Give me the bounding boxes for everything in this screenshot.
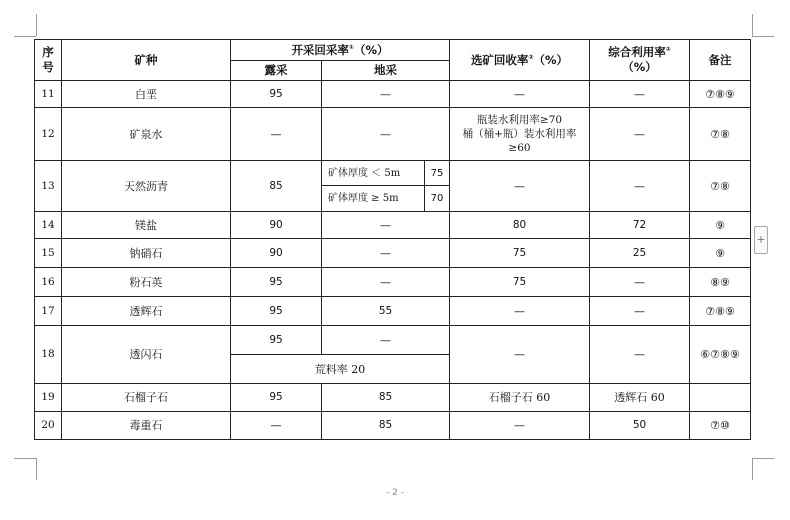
cell-open-pit: — — [231, 412, 322, 440]
cell-remarks — [690, 384, 751, 412]
cell-processing: 石榴子石 60 — [450, 384, 590, 412]
processing-line: ≥60 — [508, 142, 531, 154]
cell-processing: — — [450, 81, 590, 108]
cell-mineral: 镁盐 — [62, 212, 231, 239]
cell-seq: 16 — [35, 268, 62, 297]
cell-underground-value: 70 — [425, 186, 450, 212]
cell-remarks: ⑦⑩ — [690, 412, 751, 440]
cell-open-pit: — — [231, 108, 322, 161]
cell-underground: — — [322, 239, 450, 268]
cell-mineral: 矿泉水 — [62, 108, 231, 161]
cell-waste-rate: 荒料率 20 — [231, 355, 450, 384]
cell-utilization: 72 — [590, 212, 690, 239]
cell-processing: — — [450, 297, 590, 326]
header-seq: 序号 — [35, 40, 62, 81]
cell-mineral: 钠硝石 — [62, 239, 231, 268]
cell-utilization: 50 — [590, 412, 690, 440]
table-row — [35, 384, 751, 412]
cell-seq: 11 — [35, 81, 62, 108]
header-processing-recovery: 选矿回收率②（%） — [450, 40, 590, 81]
cell-utilization: — — [590, 108, 690, 161]
cell-remarks: ⑨ — [690, 239, 751, 268]
cell-utilization: — — [590, 326, 690, 384]
cell-seq: 13 — [35, 161, 62, 212]
table-row — [35, 268, 751, 297]
cell-open-pit: 95 — [231, 326, 322, 355]
table-row — [35, 212, 751, 239]
page-number: - 2 - — [386, 488, 404, 498]
cell-seq: 19 — [35, 384, 62, 412]
cell-seq: 15 — [35, 239, 62, 268]
cell-processing: — — [450, 326, 590, 384]
cell-underground: — — [322, 212, 450, 239]
table-row — [35, 108, 751, 161]
cell-open-pit: 95 — [231, 384, 322, 412]
cell-processing: 80 — [450, 212, 590, 239]
table-row — [35, 161, 751, 186]
cell-seq: 20 — [35, 412, 62, 440]
table-row — [35, 297, 751, 326]
cell-utilization: 透辉石 60 — [590, 384, 690, 412]
cell-mineral: 透闪石 — [62, 326, 231, 384]
processing-line: 桶（桶+瓶）装水利用率 — [462, 128, 577, 140]
cell-open-pit: 95 — [231, 297, 322, 326]
table-row — [35, 239, 751, 268]
cell-open-pit: 95 — [231, 81, 322, 108]
cell-utilization: — — [590, 81, 690, 108]
cell-underground: — — [322, 108, 450, 161]
cell-seq: 12 — [35, 108, 62, 161]
cell-mineral: 白垩 — [62, 81, 231, 108]
cell-processing: — — [450, 161, 590, 212]
processing-line: 瓶装水利用率≥70 — [476, 114, 563, 126]
cell-remarks: ⑦⑧⑨ — [690, 297, 751, 326]
cell-seq: 14 — [35, 212, 62, 239]
cell-processing: — — [450, 412, 590, 440]
header-mineral: 矿种 — [62, 40, 231, 81]
cell-utilization: 25 — [590, 239, 690, 268]
table-row — [35, 412, 751, 440]
cell-underground-condition: 矿体厚度 ≥ 5m — [322, 186, 425, 212]
header-remarks: 备注 — [690, 40, 751, 81]
cell-processing: 75 — [450, 239, 590, 268]
cell-remarks: ⑥⑦⑧⑨ — [690, 326, 751, 384]
cell-remarks: ⑦⑧ — [690, 108, 751, 161]
cell-mineral: 毒重石 — [62, 412, 231, 440]
cell-underground-condition: 矿体厚度 ＜ 5m — [322, 161, 425, 186]
cell-underground: 85 — [322, 384, 450, 412]
header-mining-recovery: 开采回采率①（%） — [231, 40, 450, 61]
header-underground: 地采 — [322, 61, 450, 81]
cell-underground: 55 — [322, 297, 450, 326]
cell-utilization: — — [590, 161, 690, 212]
cell-remarks: ⑦⑧ — [690, 161, 751, 212]
header-utilization: 综合利用率②（%） — [590, 40, 690, 81]
cell-mineral: 粉石英 — [62, 268, 231, 297]
cell-open-pit: 95 — [231, 268, 322, 297]
cell-mineral: 天然沥青 — [62, 161, 231, 212]
cell-underground: — — [322, 268, 450, 297]
mineral-recovery-table — [34, 39, 751, 440]
cell-underground-value: 75 — [425, 161, 450, 186]
cell-utilization: — — [590, 268, 690, 297]
cell-open-pit: 85 — [231, 161, 322, 212]
cell-underground: — — [322, 81, 450, 108]
cell-seq: 18 — [35, 326, 62, 384]
cell-underground: — — [322, 326, 450, 355]
cell-open-pit: 90 — [231, 239, 322, 268]
cell-processing: 75 — [450, 268, 590, 297]
cell-seq: 17 — [35, 297, 62, 326]
cell-remarks: ⑨ — [690, 212, 751, 239]
cell-remarks: ⑧⑨ — [690, 268, 751, 297]
table-row — [35, 326, 751, 355]
cell-open-pit: 90 — [231, 212, 322, 239]
cell-utilization: — — [590, 297, 690, 326]
cell-remarks: ⑦⑧⑨ — [690, 81, 751, 108]
cell-mineral: 石榴子石 — [62, 384, 231, 412]
cell-processing — [450, 108, 590, 161]
cell-mineral: 透辉石 — [62, 297, 231, 326]
expand-side-tab[interactable]: + — [754, 226, 768, 254]
header-open-pit: 露采 — [231, 61, 322, 81]
table-row — [35, 81, 751, 108]
cell-underground: 85 — [322, 412, 450, 440]
